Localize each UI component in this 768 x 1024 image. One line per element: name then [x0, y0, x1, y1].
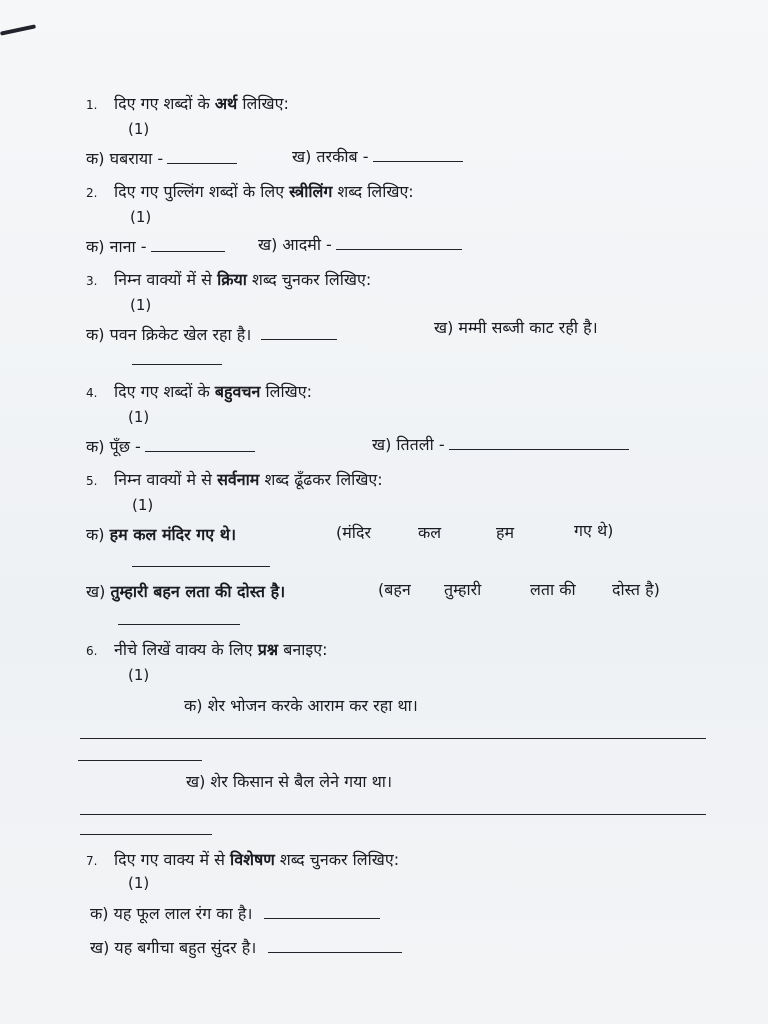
item-5a-option-2: कल [418, 523, 442, 542]
item-3b: ख) मम्मी सब्जी काट रही है। [434, 318, 598, 337]
pen-mark [0, 24, 36, 35]
answer-line-6a-2[interactable] [78, 760, 202, 761]
item-4b: ख) तितली - [372, 433, 629, 455]
points-2: (1) [130, 208, 152, 226]
question-5: 5. निम्न वाक्यों मे से सर्वनाम शब्द ढूँढकर लिखिए: [86, 470, 383, 489]
answer-blank-4a[interactable] [145, 450, 255, 452]
item-2a: क) नाना - [86, 235, 225, 257]
answer-blank-7b[interactable] [268, 951, 402, 953]
answer-blank-1a[interactable] [167, 162, 237, 164]
answer-blank-2a[interactable] [151, 250, 225, 252]
item-7a: क) यह फूल लाल रंग का है। [90, 902, 380, 924]
item-5a-option-1: (मंदिर [336, 523, 371, 542]
answer-line-5b[interactable] [118, 624, 240, 625]
item-1b: ख) तरकीब - [292, 145, 463, 167]
item-5a-option-3: हम [496, 523, 515, 542]
item-5a: क) हम कल मंदिर गए थे। [86, 525, 237, 544]
answer-line-6b-2[interactable] [80, 834, 212, 835]
question-1: 1. दिए गए शब्दों के अर्थ लिखिए: [86, 94, 289, 113]
answer-line-6a-1[interactable] [80, 738, 706, 739]
answer-line-6b-1[interactable] [80, 814, 706, 815]
item-5b-option-1: (बहन [378, 580, 411, 599]
question-2: 2. दिए गए पुल्लिंग शब्दों के लिए स्त्रीलिंग शब्द लिखिए: [86, 182, 414, 201]
points-6: (1) [128, 666, 150, 684]
item-3a: क) पवन क्रिकेट खेल रहा है। [86, 323, 337, 345]
item-1a: क) घबराया - [86, 147, 237, 169]
item-7b: ख) यह बगीचा बहुत सुंदर है। [90, 936, 402, 958]
points-4: (1) [128, 408, 150, 426]
answer-line-5a[interactable] [132, 566, 270, 567]
question-3: 3. निम्न वाक्यों में से क्रिया शब्द चुनकर लिखिए: [86, 270, 372, 289]
item-6b: ख) शेर किसान से बैल लेने गया था। [186, 772, 393, 791]
points-5: (1) [132, 496, 154, 514]
answer-blank-1b[interactable] [373, 160, 463, 162]
item-4a: क) पूँछ - [86, 435, 255, 457]
question-7: 7. दिए गए वाक्य में से विशेषण शब्द चुनकर लिखिए: [86, 850, 400, 869]
answer-blank-4b[interactable] [449, 448, 629, 450]
question-6: 6. नीचे लिखें वाक्य के लिए प्रश्न बनाइए: [86, 640, 328, 659]
points-1: (1) [128, 120, 150, 138]
answer-blank-7a[interactable] [264, 917, 380, 919]
question-4: 4. दिए गए शब्दों के बहुवचन लिखिए: [86, 382, 312, 401]
answer-blank-3a[interactable] [261, 338, 337, 340]
item-5b-option-4: दोस्त है) [612, 580, 660, 599]
item-5b-option-3: लता की [530, 580, 576, 599]
item-5a-option-4: गए थे) [574, 521, 614, 540]
answer-line-3b[interactable] [132, 364, 222, 365]
points-3: (1) [130, 296, 152, 314]
points-7: (1) [128, 874, 150, 892]
answer-blank-2b[interactable] [336, 248, 462, 250]
item-5b-option-2: तुम्हारी [444, 580, 482, 599]
item-6a: क) शेर भोजन करके आराम कर रहा था। [184, 696, 418, 715]
item-2b: ख) आदमी - [258, 233, 462, 255]
item-5b: ख) तुम्हारी बहन लता की दोस्त है। [86, 582, 286, 601]
